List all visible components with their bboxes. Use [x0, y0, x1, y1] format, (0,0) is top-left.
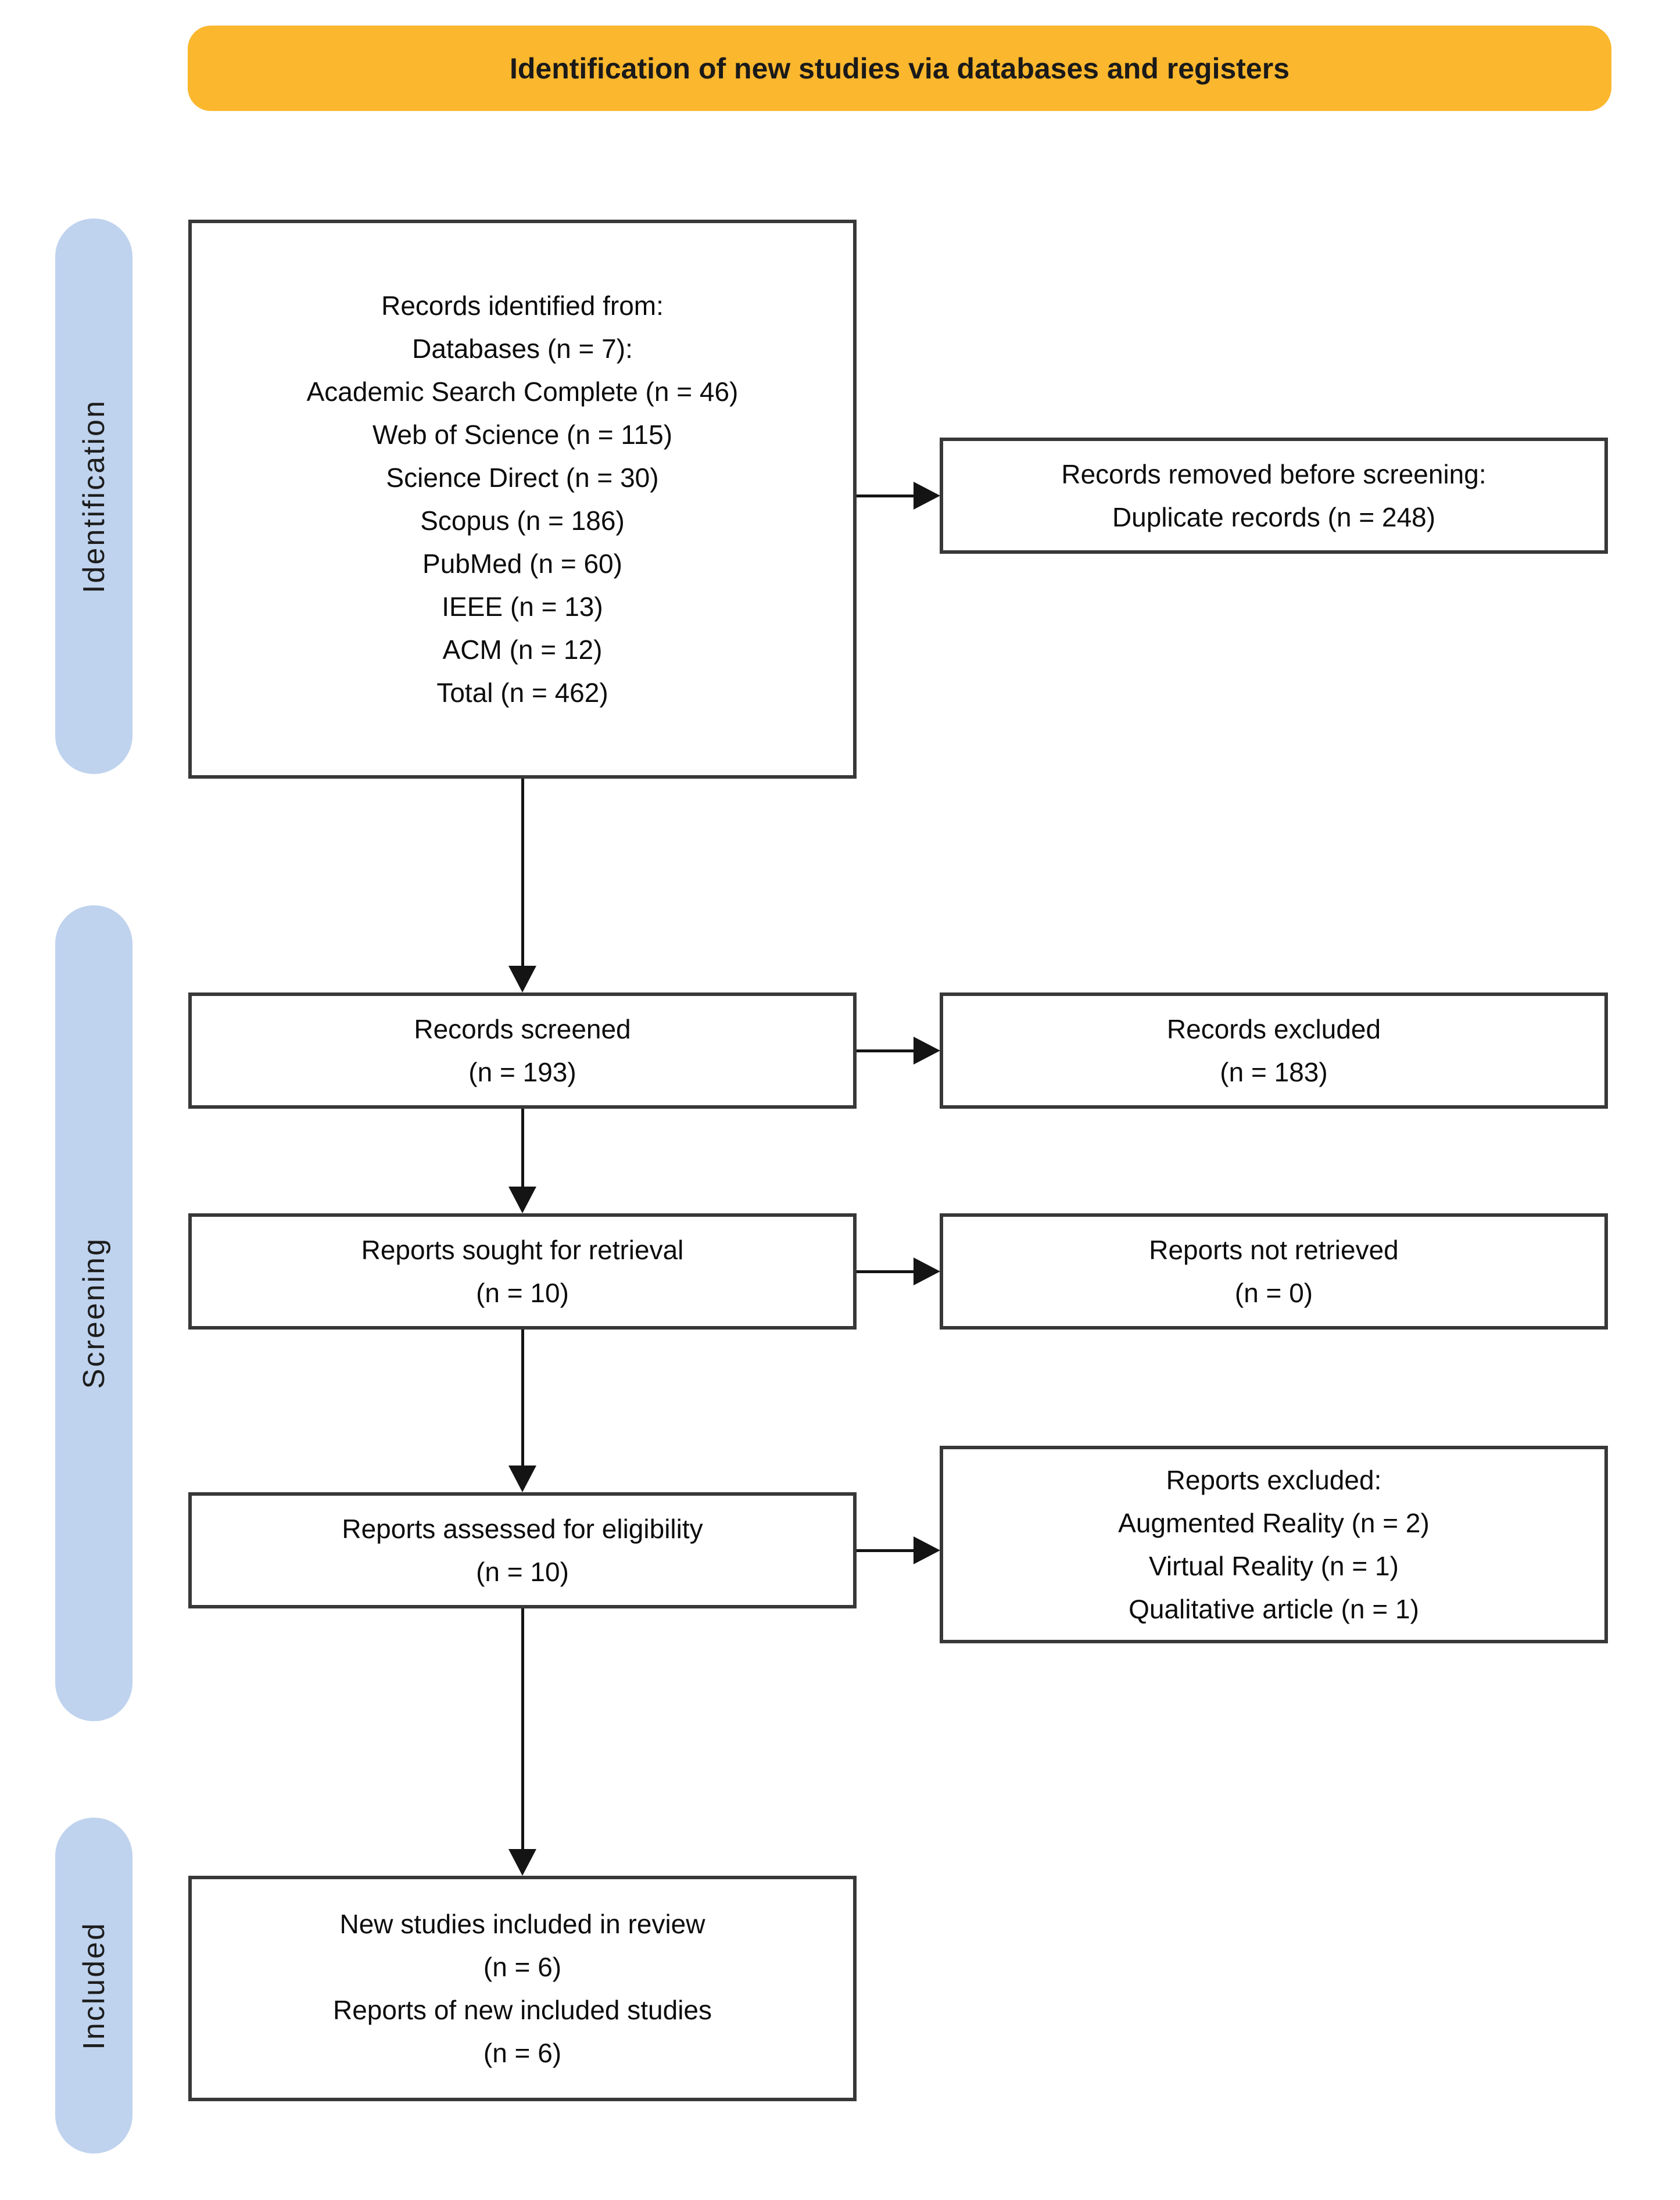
box-line: Reports sought for retrieval [361, 1235, 684, 1265]
stage-bar-included [55, 1818, 132, 2154]
box-line: Records excluded [1166, 1014, 1381, 1044]
box-line: Augmented Reality (n = 2) [1118, 1508, 1430, 1538]
banner-label: Identification of new studies via databases and registers [509, 52, 1290, 85]
box-line: Records screened [414, 1014, 631, 1044]
arrowhead-down-icon [508, 1849, 536, 1876]
box-line: Scopus (n = 186) [420, 506, 625, 536]
arrow-line-sought-to-not-retrieved [857, 1270, 917, 1273]
arrow-line-screened-to-sought [521, 1109, 524, 1189]
arrow-line-assessed-to-excluded [857, 1549, 917, 1552]
box-line: Science Direct (n = 30) [386, 463, 659, 493]
arrowhead-right-icon [914, 1536, 940, 1564]
arrow-line-assessed-to-included [521, 1608, 524, 1851]
box-line: Records removed before screening: [1061, 459, 1486, 489]
box-line: Qualitative article (n = 1) [1129, 1594, 1419, 1624]
arrow-line-identified-to-screened [521, 779, 524, 968]
arrow-line-identified-to-removed [857, 495, 917, 497]
box-line: ACM (n = 12) [442, 635, 603, 665]
arrowhead-right-icon [914, 482, 940, 510]
arrow-line-sought-to-assessed [521, 1330, 524, 1468]
stage-bar-identification [55, 218, 132, 774]
stage-label-screening: Screening [77, 1237, 111, 1389]
box-line: Databases (n = 7): [412, 334, 633, 364]
box-reports-not-retrieved [940, 1213, 1608, 1330]
arrowhead-right-icon [914, 1037, 940, 1065]
arrowhead-down-icon [508, 1466, 536, 1492]
box-line: (n = 193) [468, 1057, 576, 1087]
box-line: Reports of new included studies [332, 1995, 712, 2025]
stage-label-identification: Identification [77, 399, 111, 593]
box-line: New studies included in review [339, 1909, 705, 1939]
box-records-identified [188, 220, 857, 779]
arrowhead-down-icon [508, 1187, 536, 1213]
box-line: (n = 6) [483, 2038, 562, 2068]
arrow-line-screened-to-excluded [857, 1049, 917, 1052]
box-reports-excluded-reasons [940, 1446, 1608, 1643]
box-records-removed-before-screening [940, 438, 1608, 554]
box-records-screened [188, 992, 857, 1109]
arrowhead-down-icon [508, 966, 536, 992]
box-new-studies-included [188, 1876, 857, 2101]
box-line: PubMed (n = 60) [422, 549, 622, 579]
box-line: Reports excluded: [1166, 1465, 1382, 1495]
box-records-excluded [940, 992, 1608, 1109]
box-line: (n = 183) [1220, 1057, 1328, 1087]
box-line: Web of Science (n = 115) [372, 420, 673, 450]
banner-identification-via-databases [188, 26, 1611, 111]
box-line: Duplicate records (n = 248) [1112, 502, 1436, 532]
box-line: IEEE (n = 13) [442, 592, 603, 622]
box-line: (n = 10) [476, 1278, 569, 1308]
box-line: Reports assessed for eligibility [342, 1514, 703, 1544]
box-line: (n = 6) [483, 1952, 562, 1982]
box-line: (n = 0) [1234, 1278, 1313, 1308]
box-reports-sought-for-retrieval [188, 1213, 857, 1330]
box-line: Reports not retrieved [1149, 1235, 1399, 1265]
arrowhead-right-icon [914, 1257, 940, 1285]
stage-label-included: Included [77, 1921, 111, 2050]
box-line: Virtual Reality (n = 1) [1149, 1551, 1399, 1581]
box-line: Records identified from: [381, 291, 664, 321]
stage-bar-screening [55, 905, 132, 1721]
box-line: Total (n = 462) [436, 678, 608, 708]
box-reports-assessed-for-eligibility [188, 1492, 857, 1608]
box-line: (n = 10) [476, 1557, 569, 1587]
box-line: Academic Search Complete (n = 46) [306, 377, 739, 407]
